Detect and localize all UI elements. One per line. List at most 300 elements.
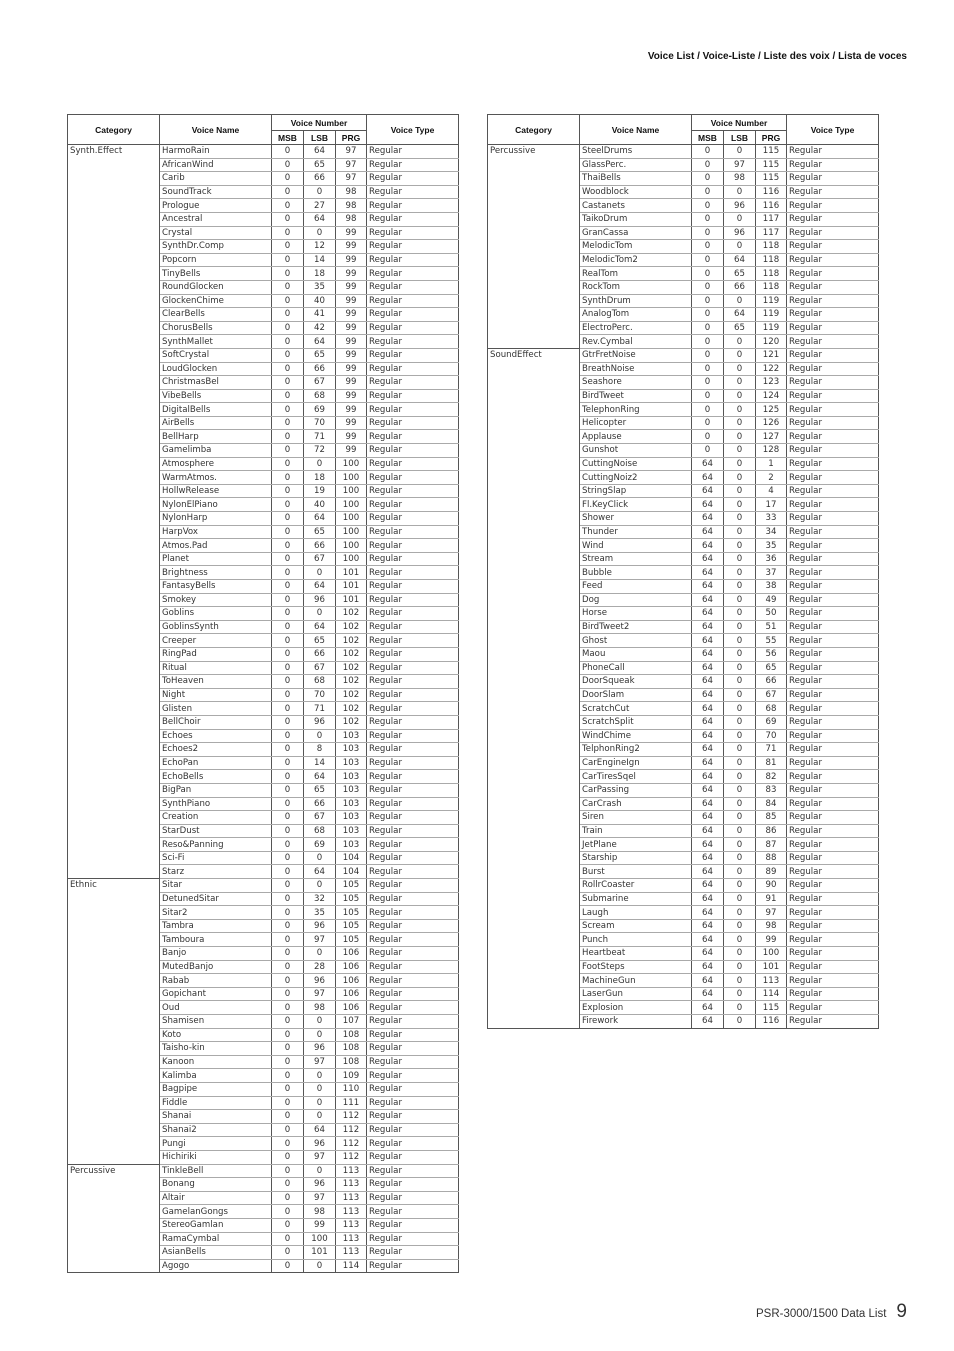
cell-voice-name: Kalimba [160,1069,272,1083]
cell-voice-type: Regular [367,647,459,661]
cell-voice-type: Regular [367,947,459,961]
cell-voice-type: Regular [367,416,459,430]
cell-msb: 0 [692,199,724,213]
cell-msb: 0 [272,906,304,920]
cell-prg: 103 [336,770,367,784]
cell-category [488,620,580,634]
cell-lsb: 0 [724,1015,756,1029]
cell-prg: 104 [336,865,367,879]
cell-voice-type: Regular [367,185,459,199]
table-row [68,756,459,770]
cell-voice-name: TaikoDrum [580,212,692,226]
cell-voice-type: Regular [367,525,459,539]
cell-prg: 89 [756,865,787,879]
cell-voice-type: Regular [367,212,459,226]
table-row [488,294,879,308]
cell-voice-name: Atmosphere [160,457,272,471]
cell-prg: 119 [756,294,787,308]
cell-category [68,471,160,485]
cell-prg: 105 [336,906,367,920]
cell-category [68,158,160,172]
cell-lsb: 96 [304,593,336,607]
cell-msb: 64 [692,498,724,512]
cell-voice-type: Regular [367,783,459,797]
cell-voice-name: SteelDrums [580,145,692,159]
cell-lsb: 0 [724,688,756,702]
cell-category [68,770,160,784]
cell-lsb: 0 [724,416,756,430]
cell-prg: 38 [756,580,787,594]
cell-voice-type: Regular [787,715,879,729]
cell-voice-name: Goblins [160,607,272,621]
table-row [488,688,879,702]
cell-prg: 103 [336,743,367,757]
table-row [68,226,459,240]
cell-lsb: 96 [724,226,756,240]
cell-msb: 0 [272,1082,304,1096]
cell-prg: 98 [336,212,367,226]
cell-voice-name: Echoes2 [160,743,272,757]
cell-msb: 0 [272,879,304,893]
cell-category [68,729,160,743]
cell-voice-type: Regular [787,743,879,757]
cell-voice-name: Taisho-kin [160,1042,272,1056]
cell-msb: 0 [272,1218,304,1232]
cell-prg: 66 [756,675,787,689]
cell-prg: 99 [336,348,367,362]
cell-msb: 0 [272,824,304,838]
cell-msb: 0 [692,185,724,199]
cell-prg: 106 [336,960,367,974]
cell-msb: 0 [692,321,724,335]
cell-lsb: 14 [304,253,336,267]
cell-prg: 107 [336,1015,367,1029]
table-row [68,512,459,526]
cell-category [68,444,160,458]
cell-lsb: 0 [724,715,756,729]
cell-category [68,661,160,675]
cell-voice-type: Regular [787,824,879,838]
cell-prg: 108 [336,1055,367,1069]
cell-voice-name: Explosion [580,1001,692,1015]
table-row [68,960,459,974]
table-row [488,389,879,403]
cell-msb: 0 [692,362,724,376]
cell-prg: 124 [756,389,787,403]
cell-category [488,185,580,199]
cell-prg: 106 [336,987,367,1001]
cell-voice-name: LoudGlocken [160,362,272,376]
cell-msb: 64 [692,933,724,947]
cell-msb: 0 [272,1232,304,1246]
table-row [488,797,879,811]
cell-prg: 116 [756,1015,787,1029]
cell-prg: 70 [756,729,787,743]
table-row [488,512,879,526]
cell-voice-type: Regular [787,362,879,376]
cell-voice-name: Sci-Fi [160,851,272,865]
table-row [68,1123,459,1137]
cell-prg: 106 [336,1001,367,1015]
cell-voice-name: GtrFretNoise [580,348,692,362]
cell-msb: 0 [272,974,304,988]
cell-category [68,607,160,621]
cell-prg: 99 [756,933,787,947]
table-row [68,1191,459,1205]
cell-prg: 49 [756,593,787,607]
cell-lsb: 0 [304,1110,336,1124]
cell-lsb: 65 [724,267,756,281]
cell-lsb: 0 [304,457,336,471]
header-msb: MSB [692,131,724,145]
cell-category [68,539,160,553]
cell-voice-name: Bagpipe [160,1082,272,1096]
cell-prg: 116 [756,199,787,213]
cell-lsb: 0 [724,960,756,974]
cell-lsb: 0 [724,294,756,308]
cell-voice-type: Regular [787,185,879,199]
cell-lsb: 0 [724,756,756,770]
cell-category [68,783,160,797]
cell-voice-type: Regular [787,376,879,390]
cell-prg: 99 [336,294,367,308]
cell-msb: 64 [692,484,724,498]
cell-voice-type: Regular [367,348,459,362]
cell-prg: 111 [336,1096,367,1110]
cell-prg: 118 [756,267,787,281]
cell-voice-name: LaserGun [580,987,692,1001]
cell-voice-name: Feed [580,580,692,594]
cell-lsb: 65 [304,525,336,539]
cell-lsb: 18 [304,471,336,485]
cell-voice-type: Regular [787,851,879,865]
cell-lsb: 97 [304,1191,336,1205]
cell-voice-name: Prologue [160,199,272,213]
cell-lsb: 0 [724,580,756,594]
table-row [488,661,879,675]
table-row [488,743,879,757]
table-row [488,947,879,961]
cell-voice-name: Maou [580,647,692,661]
cell-msb: 0 [272,362,304,376]
cell-category [488,240,580,254]
cell-category [68,1055,160,1069]
cell-voice-type: Regular [367,403,459,417]
cell-msb: 64 [692,1015,724,1029]
cell-voice-name: Firework [580,1015,692,1029]
cell-voice-name: RingPad [160,647,272,661]
table-row [68,1001,459,1015]
cell-voice-name: Tamboura [160,933,272,947]
cell-voice-type: Regular [367,1164,459,1178]
cell-voice-name: HollwRelease [160,484,272,498]
cell-voice-name: DetunedSitar [160,892,272,906]
cell-voice-name: Gamelimba [160,444,272,458]
cell-category [68,634,160,648]
table-row [68,525,459,539]
header-voice-type: Voice Type [367,115,459,145]
table-row [488,634,879,648]
cell-lsb: 0 [304,185,336,199]
cell-lsb: 0 [724,471,756,485]
cell-category [68,756,160,770]
cell-category [488,702,580,716]
table-row [488,321,879,335]
cell-prg: 99 [336,389,367,403]
cell-prg: 100 [336,471,367,485]
cell-prg: 83 [756,783,787,797]
cell-prg: 97 [336,158,367,172]
cell-voice-name: AsianBells [160,1246,272,1260]
cell-lsb: 0 [724,919,756,933]
cell-prg: 33 [756,512,787,526]
table-row [68,457,459,471]
cell-msb: 0 [272,960,304,974]
cell-voice-name: Creation [160,811,272,825]
cell-lsb: 0 [724,947,756,961]
cell-voice-type: Regular [787,172,879,186]
cell-msb: 0 [272,1246,304,1260]
cell-msb: 64 [692,647,724,661]
cell-voice-name: Heartbeat [580,947,692,961]
cell-lsb: 32 [304,892,336,906]
cell-prg: 120 [756,335,787,349]
cell-lsb: 0 [724,770,756,784]
table-row [68,1259,459,1273]
table-row [68,919,459,933]
table-row [488,280,879,294]
cell-msb: 64 [692,1001,724,1015]
table-row [68,974,459,988]
cell-voice-type: Regular [367,851,459,865]
cell-msb: 64 [692,783,724,797]
cell-msb: 0 [692,253,724,267]
cell-voice-type: Regular [787,906,879,920]
cell-msb: 0 [272,797,304,811]
cell-category [488,552,580,566]
cell-voice-type: Regular [787,838,879,852]
cell-msb: 0 [272,226,304,240]
cell-lsb: 0 [724,865,756,879]
cell-category [68,811,160,825]
cell-voice-type: Regular [367,770,459,784]
cell-voice-type: Regular [787,933,879,947]
cell-voice-type: Regular [367,933,459,947]
cell-prg: 100 [336,512,367,526]
cell-prg: 67 [756,688,787,702]
cell-voice-type: Regular [787,647,879,661]
cell-voice-type: Regular [787,199,879,213]
cell-prg: 100 [336,539,367,553]
cell-voice-name: StarDust [160,824,272,838]
cell-category [68,1001,160,1015]
cell-prg: 109 [336,1069,367,1083]
cell-voice-name: Starship [580,851,692,865]
cell-voice-type: Regular [367,1001,459,1015]
cell-lsb: 40 [304,294,336,308]
cell-voice-type: Regular [367,1259,459,1273]
cell-voice-type: Regular [367,471,459,485]
cell-voice-name: Tambra [160,919,272,933]
cell-lsb: 0 [724,593,756,607]
cell-lsb: 18 [304,267,336,281]
table-row [68,1042,459,1056]
cell-msb: 0 [272,892,304,906]
cell-lsb: 99 [304,1218,336,1232]
cell-category [488,919,580,933]
cell-voice-name: WindChime [580,729,692,743]
cell-lsb: 0 [724,145,756,159]
cell-voice-type: Regular [367,580,459,594]
table-row [488,498,879,512]
cell-voice-type: Regular [787,308,879,322]
table-row [68,743,459,757]
cell-voice-type: Regular [787,634,879,648]
cell-prg: 112 [336,1137,367,1151]
cell-voice-name: Pungi [160,1137,272,1151]
cell-voice-name: Koto [160,1028,272,1042]
cell-voice-type: Regular [367,797,459,811]
cell-prg: 100 [336,552,367,566]
cell-category [68,348,160,362]
cell-msb: 0 [272,512,304,526]
cell-prg: 99 [336,240,367,254]
cell-msb: 0 [272,620,304,634]
cell-msb: 0 [692,348,724,362]
cell-voice-type: Regular [367,1055,459,1069]
cell-voice-name: ElectroPerc. [580,321,692,335]
cell-category [488,879,580,893]
cell-lsb: 35 [304,906,336,920]
cell-voice-name: DigitalBells [160,403,272,417]
cell-prg: 105 [336,892,367,906]
cell-lsb: 96 [304,919,336,933]
cell-voice-type: Regular [367,607,459,621]
cell-lsb: 8 [304,743,336,757]
cell-voice-type: Regular [787,444,879,458]
cell-voice-type: Regular [787,539,879,553]
table-row [68,172,459,186]
cell-prg: 103 [336,729,367,743]
cell-category [488,634,580,648]
cell-prg: 102 [336,675,367,689]
table-row [68,362,459,376]
cell-msb: 0 [272,1015,304,1029]
cell-msb: 0 [692,403,724,417]
cell-lsb: 67 [304,552,336,566]
cell-category [488,199,580,213]
cell-lsb: 0 [724,335,756,349]
table-row [488,185,879,199]
cell-msb: 0 [692,416,724,430]
cell-msb: 64 [692,865,724,879]
cell-msb: 64 [692,974,724,988]
header-category: Category [488,115,580,145]
cell-msb: 0 [272,702,304,716]
cell-lsb: 0 [304,1164,336,1178]
cell-msb: 0 [272,783,304,797]
cell-voice-type: Regular [367,987,459,1001]
table-row [488,457,879,471]
cell-msb: 64 [692,620,724,634]
cell-msb: 0 [272,1028,304,1042]
cell-voice-type: Regular [787,987,879,1001]
cell-category [488,580,580,594]
cell-voice-type: Regular [787,416,879,430]
cell-lsb: 0 [724,362,756,376]
cell-msb: 0 [272,158,304,172]
table-row [68,607,459,621]
cell-lsb: 65 [304,634,336,648]
table-row [68,892,459,906]
table-row [68,1069,459,1083]
table-row [488,212,879,226]
cell-prg: 125 [756,403,787,417]
cell-msb: 64 [692,770,724,784]
cell-category [488,512,580,526]
cell-prg: 110 [336,1082,367,1096]
cell-prg: 99 [336,321,367,335]
table-row [488,974,879,988]
cell-category: Percussive [488,145,580,159]
cell-voice-type: Regular [367,715,459,729]
cell-lsb: 0 [724,702,756,716]
table-row [68,389,459,403]
cell-prg: 103 [336,756,367,770]
table-row [68,811,459,825]
cell-msb: 64 [692,675,724,689]
cell-msb: 0 [692,444,724,458]
cell-msb: 64 [692,987,724,1001]
cell-category [68,308,160,322]
header-lsb: LSB [304,131,336,145]
cell-voice-type: Regular [367,906,459,920]
cell-prg: 116 [756,185,787,199]
table-row [488,1001,879,1015]
cell-voice-name: Scream [580,919,692,933]
cell-msb: 0 [272,1191,304,1205]
cell-category [68,1232,160,1246]
cell-msb: 0 [272,1205,304,1219]
cell-lsb: 12 [304,240,336,254]
cell-prg: 37 [756,566,787,580]
cell-msb: 64 [692,471,724,485]
cell-voice-type: Regular [787,865,879,879]
cell-voice-type: Regular [367,566,459,580]
cell-lsb: 0 [724,512,756,526]
cell-prg: 97 [756,906,787,920]
cell-category [488,974,580,988]
cell-voice-name: MachineGun [580,974,692,988]
cell-lsb: 64 [304,212,336,226]
cell-voice-type: Regular [367,620,459,634]
cell-prg: 103 [336,811,367,825]
cell-category [488,484,580,498]
header-msb: MSB [272,131,304,145]
cell-voice-type: Regular [787,892,879,906]
cell-msb: 0 [272,688,304,702]
cell-voice-type: Regular [367,1246,459,1260]
cell-prg: 128 [756,444,787,458]
cell-lsb: 27 [304,199,336,213]
cell-lsb: 0 [724,552,756,566]
table-row [68,484,459,498]
cell-prg: 91 [756,892,787,906]
cell-voice-type: Regular [367,743,459,757]
cell-voice-type: Regular [367,539,459,553]
cell-msb: 0 [272,430,304,444]
table-row [68,593,459,607]
